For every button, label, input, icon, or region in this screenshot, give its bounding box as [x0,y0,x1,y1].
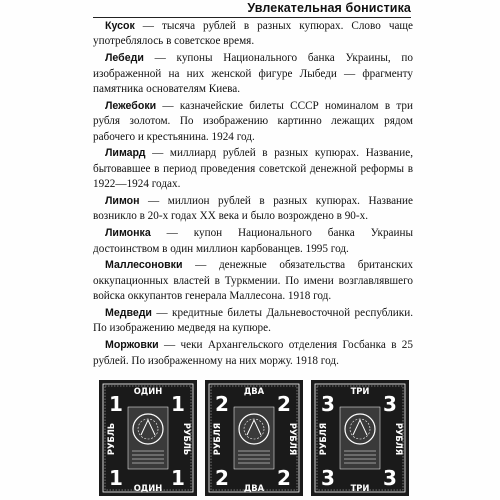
glossary-entry [93,306,413,337]
entry-definition: — миллиард рублей в разных купюрах. Название, бытовавшее в период проведения советской денежной реформы в 1922—1924 годах. [93,147,413,191]
banknote-numeral: 3 [321,466,335,490]
glossary-entry [93,226,413,257]
banknote-illustrations [98,379,418,497]
banknote-word-side: РУБЛЬ [182,422,192,456]
glossary-entries [93,19,413,370]
banknote-numeral: 2 [215,466,229,490]
banknote-numeral: 1 [109,392,123,416]
banknote-word-bottom: ДВА [243,483,265,493]
running-header-title: Увлекательная бонистика [247,1,411,15]
banknote-numeral: 2 [215,392,229,416]
entry-definition: — миллион рублей в разных купюрах. Название возникло в 20-х годах XX века и было возрождено в 90-х. [93,195,413,223]
banknote-word-side: РУБЛЬ [106,422,116,456]
glossary-entry [93,19,413,50]
entry-term: Моржовки [105,339,159,352]
glossary-entry [93,99,413,145]
banknote-engraving [310,379,410,497]
entry-term: Лежебоки [105,99,157,112]
banknote-numeral: 3 [383,466,397,490]
entry-term: Лимард [105,147,146,160]
banknote-numeral: 1 [171,392,185,416]
entry-term: Медведи [105,307,152,320]
entry-definition: — купон Национального банка Украины достоинством в один миллион карбованцев. 1995 год. [93,227,413,255]
banknote-numeral: 1 [109,466,123,490]
banknote-word-top: ДВА [243,386,265,396]
banknote-word-side: РУБЛЯ [394,422,404,456]
entry-term: Лимон [105,195,140,208]
banknote-engraving [98,379,198,497]
banknote-image [204,379,304,497]
banknote-numeral: 2 [277,466,291,490]
banknote-word-top: ОДИН [133,386,163,396]
banknote-word-side: РУБЛЯ [288,422,298,456]
banknote-word-bottom: ОДИН [133,483,163,493]
banknote-numeral: 2 [277,392,291,416]
entry-definition: — кредитные билеты Дальневосточной республики. По изображению медведя на купюре. [93,307,413,335]
banknote-word-bottom: ТРИ [350,483,370,493]
glossary-entry [93,51,413,97]
glossary-entry [93,338,413,369]
glossary-entry [93,258,413,304]
banknote-numeral: 3 [321,392,335,416]
entry-term: Лебеди [105,52,144,65]
entry-term: Лимонка [105,227,151,240]
glossary-entry [93,194,413,225]
entry-definition: — денежные обязательства британских оккупационных властей в Туркмении. По имени возглавлявшего войска оккупантов генерала Маллесона. 1918 год. [93,259,413,303]
entry-definition: — купоны Национального банка Украины, по изображенной на них женской фигуре Лыбеди — фрагменту памятника основателям Киева. [93,52,413,96]
entry-definition: — казначейские билеты СССР номиналом в три рубля золотом. По изображению картинно лежащих рядом рабочего и крестьянина. 1924 год. [93,99,413,143]
banknote-image [310,379,410,497]
banknote-word-top: ТРИ [350,386,370,396]
running-header [93,1,411,18]
banknote-engraving [204,379,304,497]
entry-definition: — тысяча рублей в разных купюрах. Слово чаще употреблялось в советское время. [93,20,413,48]
banknote-numeral: 1 [171,466,185,490]
banknote-numeral: 3 [383,392,397,416]
entry-term: Маллесоновки [105,259,183,272]
glossary-entry [93,146,413,192]
banknote-word-side: РУБЛЯ [318,422,328,456]
entry-term: Кусок [105,20,135,32]
banknote-image [98,379,198,497]
entry-definition: — чеки Архангельского отделения Госбанка в 25 рублей. По изображенному на них моржу. 1918 год. [93,339,413,367]
banknote-word-side: РУБЛЯ [212,422,222,456]
